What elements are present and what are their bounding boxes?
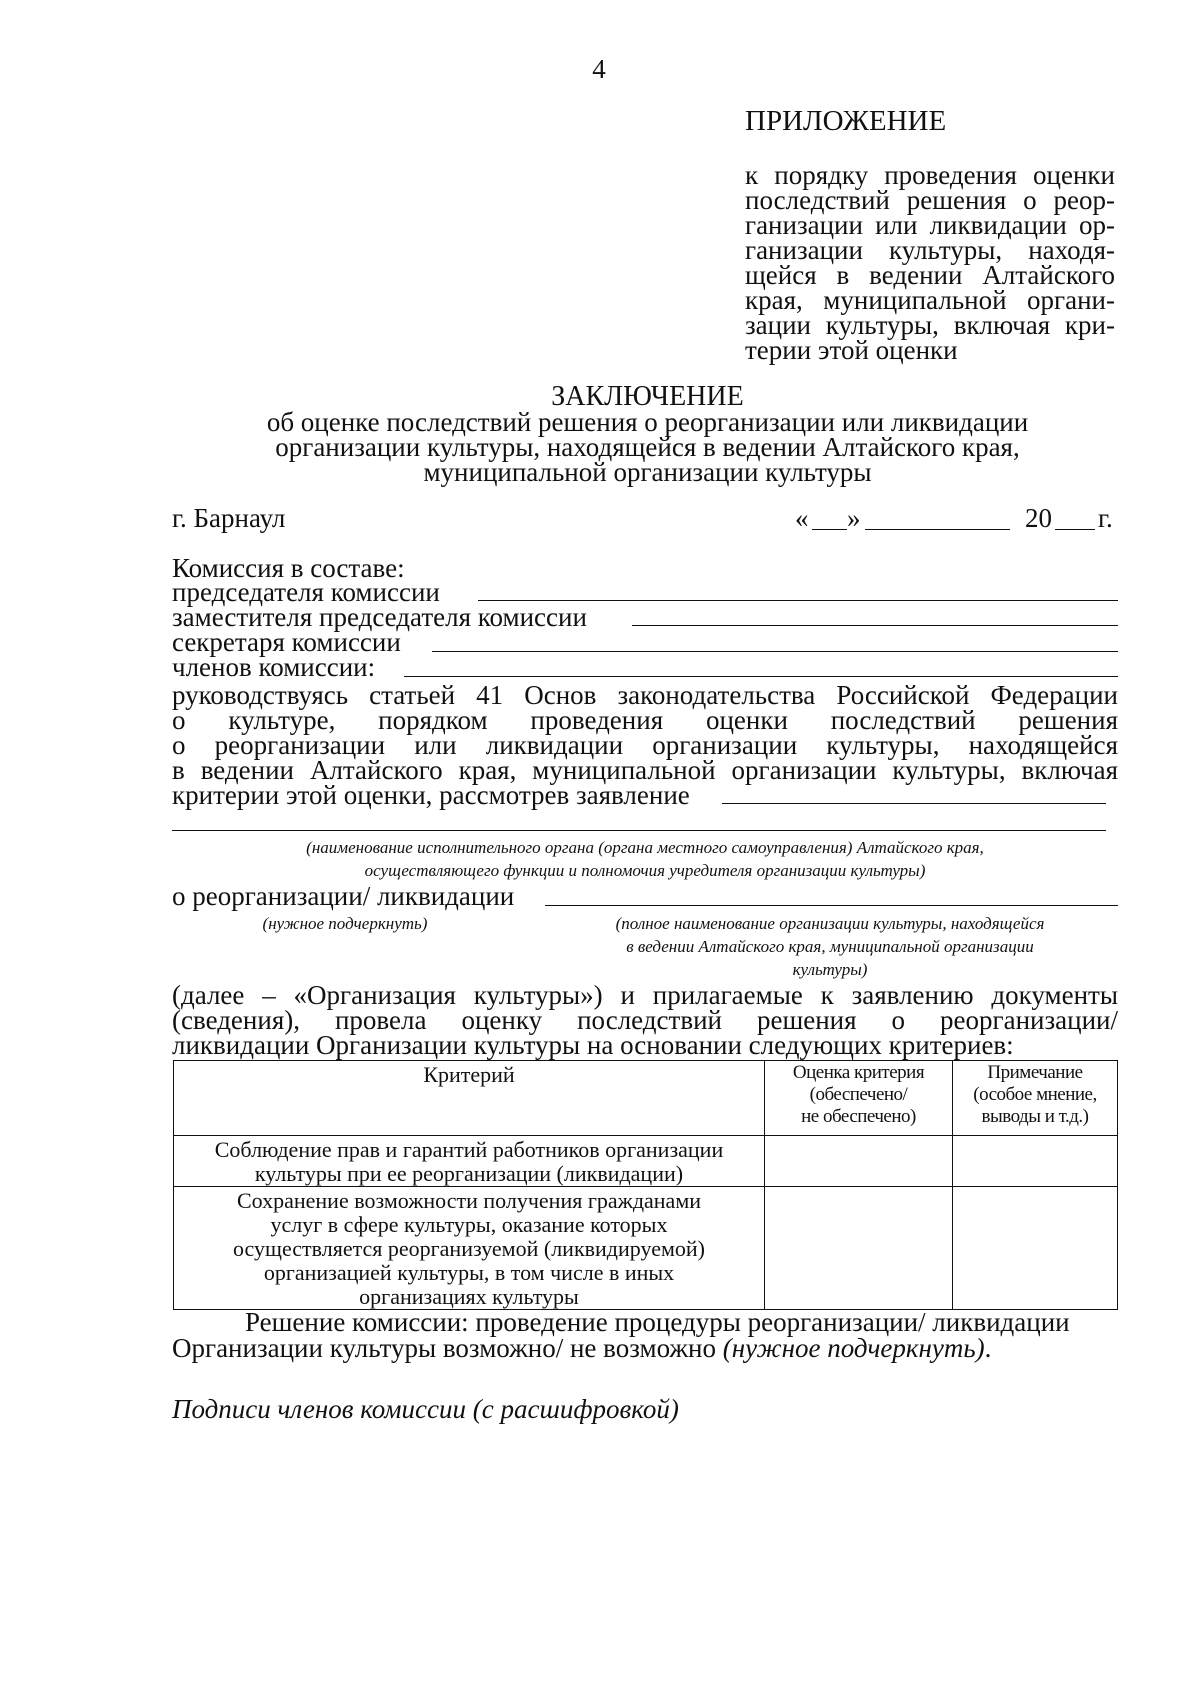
header-line: Оценка критерия bbox=[792, 1062, 925, 1083]
page-number: 4 bbox=[592, 54, 606, 84]
signatures-label: Подписи членов комиссии (с расшифровкой) bbox=[172, 1394, 679, 1424]
header-line: не обеспечено) bbox=[801, 1106, 916, 1127]
decision-text: Организации культуры возможно/ не возможно bbox=[172, 1333, 717, 1363]
paragraph-line: (сведения), провела оценку последствий решения о реорганизации/ bbox=[172, 1005, 1118, 1035]
chairman-label: председателя комиссии bbox=[172, 577, 440, 607]
caption-line: в ведении Алтайского края, муниципальной организации bbox=[626, 937, 1034, 956]
paragraph-line: в ведении Алтайского края, муниципальной организации культуры, включая bbox=[172, 755, 1118, 785]
members-label: членов комиссии: bbox=[172, 652, 376, 682]
criterion-line: услуг в сфере культуры, оказание которых bbox=[270, 1212, 668, 1237]
criterion-line: Соблюдение прав и гарантий работников организации bbox=[214, 1137, 724, 1162]
decision-line-1: Решение комиссии: проведение процедуры реорганизации/ ликвидации bbox=[245, 1307, 1070, 1337]
header-criterion: Критерий bbox=[174, 1061, 765, 1136]
authority-field[interactable] bbox=[172, 830, 1106, 831]
caption-org-name bbox=[560, 912, 1100, 981]
date-line bbox=[795, 503, 1118, 534]
conclusion-subtitle bbox=[0, 407, 1200, 487]
criterion-line: организациях культуры bbox=[359, 1284, 579, 1309]
header-line: (обеспечено/ bbox=[809, 1084, 908, 1105]
paragraph-line: о реорганизации или ликвидации организации культуры, находящейся bbox=[172, 730, 1118, 760]
paragraph-line: ликвидации Организации культуры на основании следующих критериев: bbox=[172, 1030, 1014, 1060]
decision-period: . bbox=[984, 1333, 992, 1363]
secretary-field[interactable] bbox=[432, 651, 1118, 652]
appendix-line: к порядку проведения оценки bbox=[745, 160, 1115, 190]
subtitle-line: муниципальной организации культуры bbox=[423, 457, 872, 487]
note-cell[interactable] bbox=[953, 1136, 1118, 1187]
paragraph-line: критерии этой оценки, рассмотрев заявление bbox=[172, 780, 690, 810]
criterion-cell bbox=[174, 1187, 765, 1310]
decision-line-2 bbox=[172, 1333, 992, 1363]
header-line: выводы и т.д.) bbox=[981, 1106, 1089, 1127]
appendix-line: ганизации культуры, находя- bbox=[745, 235, 1115, 265]
appendix-line: последствий решения о реор- bbox=[745, 185, 1115, 215]
assessment-cell[interactable] bbox=[765, 1187, 953, 1310]
table-header-row bbox=[174, 1061, 1118, 1136]
header-line: (особое мнение, bbox=[973, 1084, 1097, 1105]
commission-heading: Комиссия в составе: bbox=[172, 553, 405, 583]
year-prefix: 20 bbox=[1025, 503, 1052, 533]
assessment-cell[interactable] bbox=[765, 1136, 953, 1187]
criterion-line: осуществляется реорганизуемой (ликвидируемой) bbox=[233, 1236, 705, 1261]
table-row bbox=[174, 1136, 1118, 1187]
criterion-line: Сохранение возможности получения гражданами bbox=[236, 1188, 702, 1213]
caption-authority bbox=[172, 836, 1118, 882]
appendix-line: зации культуры, включая кри- bbox=[745, 310, 1115, 340]
caption-line: осуществляющего функции и полномочия учредителя организации культуры) bbox=[364, 861, 926, 880]
criterion-line: культуры при ее реорганизации (ликвидации) bbox=[254, 1161, 684, 1186]
appendix-title: ПРИЛОЖЕНИЕ bbox=[745, 105, 947, 137]
appendix-line: края, муниципальной органи- bbox=[745, 285, 1115, 315]
conclusion-title: ЗАКЛЮЧЕНИЕ bbox=[551, 381, 744, 412]
date-close-quote: » bbox=[847, 503, 861, 533]
header-note bbox=[953, 1061, 1118, 1136]
subtitle-line: организации культуры, находящейся в ведении Алтайского края, bbox=[275, 432, 1020, 462]
header-line: Примечание bbox=[987, 1062, 1083, 1083]
deputy-label: заместителя председателя комиссии bbox=[172, 602, 587, 632]
appendix-line: ганизации или ликвидации ор- bbox=[745, 210, 1115, 240]
place: г. Барнаул bbox=[172, 503, 286, 533]
deputy-field[interactable] bbox=[632, 625, 1118, 626]
year-suffix: г. bbox=[1098, 503, 1113, 533]
caption-line: (полное наименование организации культуры, находящейся bbox=[615, 914, 1045, 933]
decision-hint: (нужное подчеркнуть) bbox=[722, 1333, 985, 1363]
header-assessment bbox=[765, 1061, 953, 1136]
day-blank[interactable] bbox=[812, 529, 847, 530]
subtitle-line: об оценке последствий решения о реорганизации или ликвидации bbox=[266, 407, 1029, 437]
appendix-line: терии этой оценки bbox=[745, 335, 958, 365]
paragraph-line: руководствуясь статьей 41 Основ законодательства Российской Федерации bbox=[172, 680, 1118, 710]
year-blank[interactable] bbox=[1055, 529, 1095, 530]
guided-paragraph bbox=[172, 680, 1118, 810]
paragraph-line: о культуре, порядком проведения оценки последствий решения bbox=[172, 705, 1118, 735]
month-blank[interactable] bbox=[865, 529, 1010, 530]
further-paragraph bbox=[172, 980, 1118, 1060]
org-name-field[interactable] bbox=[545, 905, 1118, 906]
date-open-quote: « bbox=[795, 503, 809, 533]
paragraph-line: (далее – «Организация культуры») и прилагаемые к заявлению документы bbox=[172, 980, 1118, 1010]
application-field[interactable] bbox=[722, 803, 1106, 804]
criteria-table bbox=[173, 1060, 1118, 1310]
appendix-line: щейся в ведении Алтайского bbox=[745, 260, 1115, 290]
criterion-cell bbox=[174, 1136, 765, 1187]
note-cell[interactable] bbox=[953, 1187, 1118, 1310]
reorg-label: о реорганизации/ ликвидации bbox=[172, 881, 515, 911]
members-field[interactable] bbox=[404, 676, 1118, 677]
secretary-label: секретаря комиссии bbox=[172, 627, 401, 657]
appendix-text bbox=[745, 160, 1115, 365]
criterion-line: организацией культуры, в том числе в иных bbox=[263, 1260, 675, 1285]
caption-underline: (нужное подчеркнуть) bbox=[262, 914, 428, 933]
chairman-field[interactable] bbox=[478, 600, 1118, 601]
caption-line: (наименование исполнительного органа (органа местного самоуправления) Алтайского края, bbox=[306, 838, 984, 857]
caption-line: культуры) bbox=[792, 960, 868, 979]
table-row bbox=[174, 1187, 1118, 1310]
